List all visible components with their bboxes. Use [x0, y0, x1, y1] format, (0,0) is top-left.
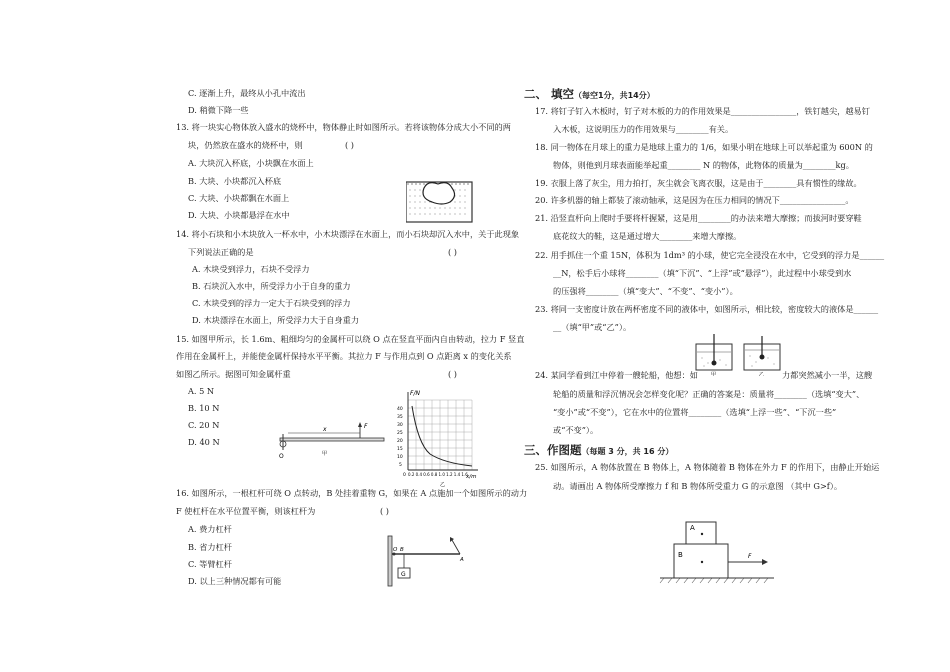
- q23-cups-figure: [694, 332, 786, 380]
- q14-option-d: D. 木块漂浮在水面上，所受浮力大于自身重力: [192, 315, 360, 325]
- q21-line1: 21. 沿竖直杆向上爬时手要将杆握紧，这是用________的办法来增大摩擦；而拔河时要穿鞋: [535, 213, 862, 223]
- q13-option-a: A. 大块沉入杯底，小块飘在水面上: [188, 158, 314, 168]
- q15-stem-line2: 作用在金属杆上，并能使金属杆保持水平平衡。其拉力 F 与作用点到 O 点距离 x 的变化关系: [176, 351, 512, 361]
- q14-stem-line1: 14. 将小石块和小木块放入一杯水中，小木块漂浮在水面上，而小石块却沉入水中，关于此现象: [176, 229, 520, 239]
- q16-b-label: B: [400, 547, 404, 553]
- q16-o-label: O: [393, 547, 398, 553]
- q24-line1a: 24. 某同学看到江中停着一艘轮船，他想：如: [535, 370, 698, 380]
- section-2-title: 二、 填空: [524, 87, 575, 101]
- q13-beaker-figure: [406, 170, 476, 228]
- q16-option-d: D. 以上三种情况都有可能: [188, 576, 282, 586]
- q13-option-c: C. 大块、小块都飘在水面上: [188, 193, 290, 203]
- q16-lever-figure: [384, 534, 474, 594]
- graph-ytick-10: 10: [397, 455, 403, 460]
- cup-yi-label: 乙: [759, 372, 765, 376]
- q23-line2: __（填“甲”或“乙”）。: [553, 322, 632, 332]
- q24-line4: 或“不变”）。: [553, 425, 599, 435]
- q15-stem-line1: 15. 如图甲所示，长 1.6m、粗细均匀的金属杆可以绕 O 点在竖直平面内自由转动，拉力 F 竖直: [176, 334, 525, 344]
- graph-ytick-0: 0: [403, 473, 406, 478]
- q16-stem-line1: 16. 如图所示，一根杠杆可绕 O 点转动，B 处挂着重物 G，如果在 A 点施加一个如图所示的动力: [176, 488, 528, 498]
- q25-line2: 动。请画出 A 物体所受摩擦力 f 和 B 物体所受重力 G 的示意图 （其中 G>f）。: [553, 481, 843, 491]
- section-3-title: 三、作图题: [524, 443, 582, 457]
- q15-answer-paren: ( ): [448, 369, 457, 379]
- section-2-note: （每空1分，共14分）: [574, 91, 655, 100]
- q15-lever-figure: [278, 420, 388, 464]
- lever-x-label: x: [323, 426, 327, 433]
- q15-force-graph: [396, 388, 480, 492]
- section-2-heading: [524, 86, 655, 102]
- lever-jia-label: 甲: [322, 451, 328, 457]
- graph-ytick-40: 40: [397, 407, 403, 412]
- graph-ytick-5: 5: [399, 463, 402, 468]
- q14-answer-paren: ( ): [448, 247, 457, 257]
- graph-x-axis-label: x/m: [466, 474, 477, 480]
- q13-stem-line1: 13. 将一块实心物体放入盛水的烧杯中，物体静止时如图所示。若将该物体分成大小不同的两: [176, 122, 511, 132]
- q21-line2: 底花纹大的鞋，这是通过增大________来增大摩擦。: [553, 231, 742, 241]
- graph-ytick-15: 15: [397, 447, 403, 452]
- graph-y-axis-label: F/N: [410, 390, 420, 397]
- q23-line1: 23. 将同一支密度计放在两杯密度不同的液体中，如图所示，相比较，密度较大的液体是______: [535, 304, 879, 314]
- q15-option-c: C. 20 N: [188, 420, 220, 430]
- q15-option-b: B. 10 N: [188, 403, 220, 413]
- q16-option-a: A. 费力杠杆: [188, 524, 232, 534]
- q24-line2: 轮船的质量和浮沉情况会怎样变化呢？正确的答案是：质量将________（选填“变大”、: [553, 389, 865, 399]
- box-a-label: A: [690, 524, 695, 532]
- q15-stem-line3: 如图乙所示。据图可知金属杆重: [176, 369, 291, 379]
- q13-answer-paren: ( ): [345, 140, 354, 150]
- q20: 20. 许多机器的轴上都装了滚动轴承，这是因为在压力相同的情况下________________。: [535, 195, 854, 205]
- q24-line3: “变小”或“不变”），它在水中的位置将________（选填“上浮一些”、“下沉一些”: [553, 407, 837, 417]
- section-3-note: （每题 3 分，共 16 分）: [581, 447, 674, 456]
- q13-stem-line2: 块，仍然放在盛水的烧杯中，则: [188, 140, 303, 150]
- q14-stem-line2: 下列说法正确的是: [188, 247, 254, 257]
- q13-option-b: B. 大块、小块都沉入杯底: [188, 176, 282, 186]
- box-b-label: B: [678, 551, 683, 559]
- q25-boxes-figure: [656, 520, 778, 588]
- q15-option-d: D. 40 N: [188, 437, 220, 447]
- q25-line1: 25. 如图所示，A 物体放置在 B 物体上，A 物体随着 B 物体在外力 F 的作用下，由静止开始运: [535, 462, 880, 472]
- q15-option-a: A. 5 N: [188, 386, 215, 396]
- q16-stem-line2: F 使杠杆在水平位置平衡，则该杠杆为: [176, 506, 316, 516]
- graph-ytick-35: 35: [397, 415, 403, 420]
- q16-option-b: B. 省力杠杆: [188, 542, 232, 552]
- lever-f-label: F: [364, 423, 368, 430]
- q13-option-d: D. 大块、小块都悬浮在水中: [188, 210, 290, 220]
- section-3-heading: [524, 442, 673, 458]
- q14-option-a: A. 木块受到浮力，石块不受浮力: [192, 264, 310, 274]
- cup-jia-label: 甲: [711, 372, 717, 376]
- q18-line2: 物体，则他到月球表面能举起重________ N 的物体，此物体的质量为________kg。: [553, 160, 854, 170]
- lever-o-label: O: [279, 453, 284, 460]
- force-f-label: F: [748, 553, 752, 560]
- q22-line2: __N，松手后小球将________（填“下沉”、“上浮”或“悬浮”），此过程中小球受到水: [553, 268, 852, 278]
- q14-option-b: B. 石块沉入水中，所受浮力小于自身的重力: [192, 281, 351, 291]
- graph-xticks: 0.2 0.4 0.6 0.8 1.0 1.2 1.4 1.6: [408, 472, 468, 477]
- q16-answer-paren: ( ): [380, 506, 389, 516]
- q16-option-c: C. 等臂杠杆: [188, 559, 232, 569]
- q16-a-label: A: [460, 557, 464, 563]
- q12-option-c: C. 逐渐上升，最终从小孔中流出: [188, 88, 306, 98]
- q22-line1: 22. 用手抓住一个重 15N，体积为 1dm³ 的小球，使它完全浸没在水中，它受到的浮力是______: [535, 250, 885, 260]
- q22-line3: 的压强将________（填“变大”、“不变”、“变小”）。: [553, 286, 738, 296]
- q14-option-c: C. 木块受到的浮力一定大于石块受到的浮力: [192, 298, 351, 308]
- graph-ytick-25: 25: [397, 431, 403, 436]
- q12-option-d: D. 稍微下降一些: [188, 105, 249, 115]
- q19: 19. 衣服上落了灰尘，用力拍打，灰尘就会飞离衣服，这是由于________具有惯性的缘故。: [535, 178, 862, 188]
- q17-line2: 入木板，这说明压力的作用效果与________有关。: [553, 124, 734, 134]
- graph-ytick-20: 20: [397, 439, 403, 444]
- q24-line1b: 力都突然减小一半，这艘: [782, 370, 873, 380]
- q18-line1: 18. 同一物体在月球上的重力是地球上重力的 1/6，如果小明在地球上可以举起重为 600N 的: [535, 142, 873, 152]
- q16-g-label: G: [401, 571, 406, 578]
- q17-line1: 17. 将钉子钉入木板时，钉子对木板的力的作用效果是________________，铁钉越尖，越易钉: [535, 106, 870, 116]
- graph-yi-label: 乙: [440, 482, 446, 488]
- graph-ytick-30: 30: [397, 423, 403, 428]
